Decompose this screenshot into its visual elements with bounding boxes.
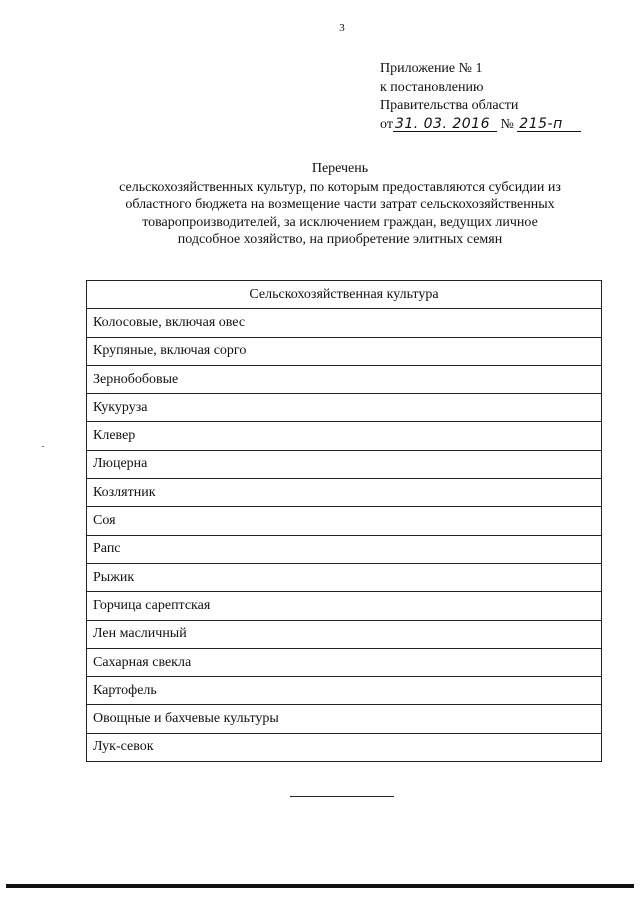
table-row (87, 365, 602, 393)
table-cell: Картофель (87, 677, 602, 705)
table-row (87, 535, 602, 563)
table-cell: Лен масличный (87, 620, 602, 648)
table-cell: Клевер (87, 422, 602, 450)
table-row (87, 563, 602, 591)
table-cell: Соя (87, 507, 602, 535)
date-prefix: от (380, 116, 393, 132)
heading-line: подсобное хозяйство, на приобретение элитных семян (177, 232, 503, 247)
table-cell: Лук-севок (87, 733, 602, 761)
appendix-authority: Правительства области (380, 98, 519, 113)
table-cell: Рапс (87, 535, 602, 563)
table-header-cell: Сельскохозяйственная культура (87, 281, 602, 309)
table-row (87, 479, 602, 507)
table-cell: Сахарная свекла (87, 648, 602, 676)
table-row (87, 450, 602, 478)
appendix-title: Приложение № 1 (380, 61, 483, 76)
table-row (87, 507, 602, 535)
appendix-reference: к постановлению (380, 79, 484, 95)
scan-speck (42, 446, 44, 447)
table-header-row (87, 281, 602, 309)
table-cell: Колосовые, включая овес (87, 309, 602, 337)
table-cell: Крупяные, включая сорго (87, 337, 602, 365)
table-row (87, 733, 602, 761)
document-heading (70, 160, 610, 249)
handwritten-number: 215-п (517, 117, 581, 132)
table-row (87, 422, 602, 450)
page-number: 3 (339, 22, 345, 34)
heading-line: областного бюджета на возмещение части затрат сельскохозяйственных (125, 197, 555, 212)
table-row (87, 309, 602, 337)
appendix-block (380, 60, 581, 134)
crops-table (86, 280, 602, 762)
table-cell: Рыжик (87, 563, 602, 591)
table-row (87, 337, 602, 365)
table-cell: Овощные и бахчевые культуры (87, 705, 602, 733)
table-cell: Зернобобовые (87, 365, 602, 393)
table-cell: Люцерна (87, 450, 602, 478)
table-cell: Горчица сарептская (87, 592, 602, 620)
table-cell: Кукуруза (87, 394, 602, 422)
table-row (87, 620, 602, 648)
table-row (87, 705, 602, 733)
table-row (87, 592, 602, 620)
table-row (87, 648, 602, 676)
handwritten-date: 31. 03. 2016 (393, 117, 497, 132)
heading-title: Перечень (311, 161, 369, 176)
table-cell: Козлятник (87, 479, 602, 507)
table-row (87, 677, 602, 705)
number-prefix: № (500, 116, 514, 132)
heading-line: товаропроизводителей, за исключением граждан, ведущих личное (142, 214, 538, 230)
end-divider (290, 796, 394, 797)
table-row (87, 394, 602, 422)
heading-line: сельскохозяйственных культур, по которым предоставляются субсидии из (119, 179, 561, 195)
appendix-date-line (380, 116, 581, 135)
page-bottom-rule (6, 884, 634, 888)
